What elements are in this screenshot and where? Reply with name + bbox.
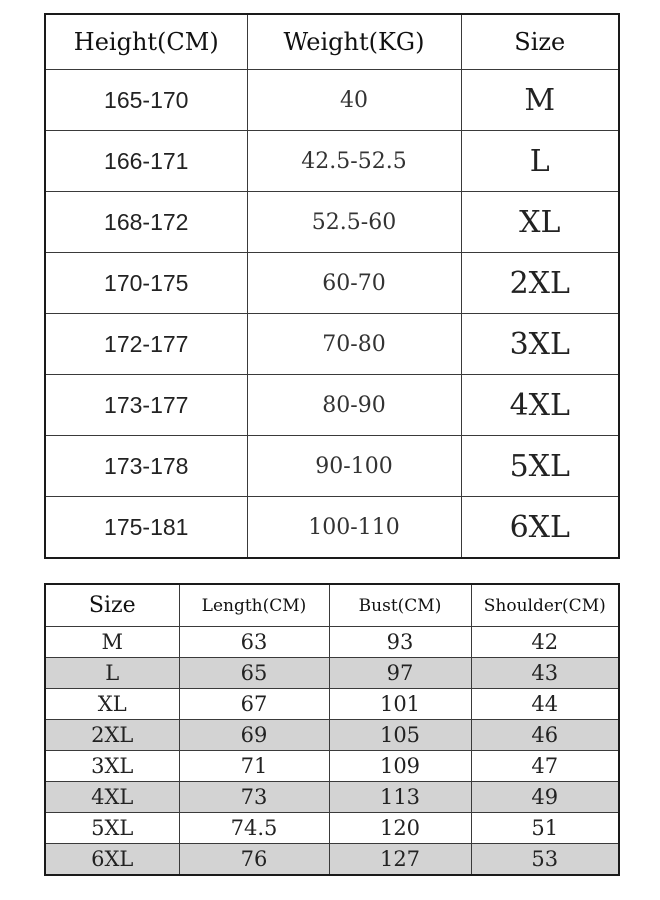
weight-cell: 52.5-60 [247,192,461,253]
length-cell: 76 [179,844,329,876]
size-cell: 2XL [45,720,179,751]
weight-cell: 42.5-52.5 [247,131,461,192]
size-cell: 4XL [45,782,179,813]
height-column-header: Height(CM) [45,14,247,70]
bust-cell: 93 [329,627,471,658]
bust-cell: 127 [329,844,471,876]
height-cell: 173-178 [45,436,247,497]
size-cell: M [461,70,619,131]
length-cell: 73 [179,782,329,813]
shoulder-cell: 42 [471,627,619,658]
size-column-header: Size [461,14,619,70]
measurements-table [44,583,620,876]
table-row [45,314,619,375]
table-row [45,751,619,782]
shoulder-cell: 49 [471,782,619,813]
height-cell: 173-177 [45,375,247,436]
length-cell: 71 [179,751,329,782]
table-row [45,436,619,497]
weight-cell: 90-100 [247,436,461,497]
bust-cell: 109 [329,751,471,782]
length-cell: 69 [179,720,329,751]
height-cell: 166-171 [45,131,247,192]
table-row [45,782,619,813]
shoulder-cell: 53 [471,844,619,876]
table-row [45,720,619,751]
size-cell: M [45,627,179,658]
table-row [45,844,619,876]
height-cell: 172-177 [45,314,247,375]
weight-cell: 40 [247,70,461,131]
length-cell: 67 [179,689,329,720]
table-row [45,131,619,192]
shoulder-column-header: Shoulder(CM) [471,584,619,627]
bust-column-header: Bust(CM) [329,584,471,627]
length-column-header: Length(CM) [179,584,329,627]
size-cell: L [45,658,179,689]
weight-cell: 70-80 [247,314,461,375]
table-row [45,70,619,131]
weight-cell: 100-110 [247,497,461,559]
size-cell: L [461,131,619,192]
table-row [45,627,619,658]
size-cell: XL [461,192,619,253]
size-cell: 3XL [461,314,619,375]
size-cell: 6XL [461,497,619,559]
shoulder-cell: 44 [471,689,619,720]
length-cell: 63 [179,627,329,658]
table-header-row [45,584,619,627]
table-row [45,253,619,314]
size-cell: XL [45,689,179,720]
size-cell: 3XL [45,751,179,782]
length-cell: 74.5 [179,813,329,844]
bust-cell: 105 [329,720,471,751]
bust-cell: 120 [329,813,471,844]
size-cell: 5XL [461,436,619,497]
table-row [45,658,619,689]
size-cell: 5XL [45,813,179,844]
bust-cell: 113 [329,782,471,813]
table-row [45,497,619,559]
weight-cell: 80-90 [247,375,461,436]
weight-column-header: Weight(KG) [247,14,461,70]
size-guide-table [44,13,620,559]
size-cell: 2XL [461,253,619,314]
shoulder-cell: 46 [471,720,619,751]
shoulder-cell: 51 [471,813,619,844]
size-column-header: Size [45,584,179,627]
bust-cell: 97 [329,658,471,689]
shoulder-cell: 47 [471,751,619,782]
length-cell: 65 [179,658,329,689]
bust-cell: 101 [329,689,471,720]
table-header-row [45,14,619,70]
height-cell: 168-172 [45,192,247,253]
table-row [45,192,619,253]
height-cell: 175-181 [45,497,247,559]
size-cell: 4XL [461,375,619,436]
table-row [45,689,619,720]
weight-cell: 60-70 [247,253,461,314]
height-cell: 165-170 [45,70,247,131]
height-cell: 170-175 [45,253,247,314]
size-cell: 6XL [45,844,179,876]
shoulder-cell: 43 [471,658,619,689]
table-row [45,813,619,844]
table-row [45,375,619,436]
